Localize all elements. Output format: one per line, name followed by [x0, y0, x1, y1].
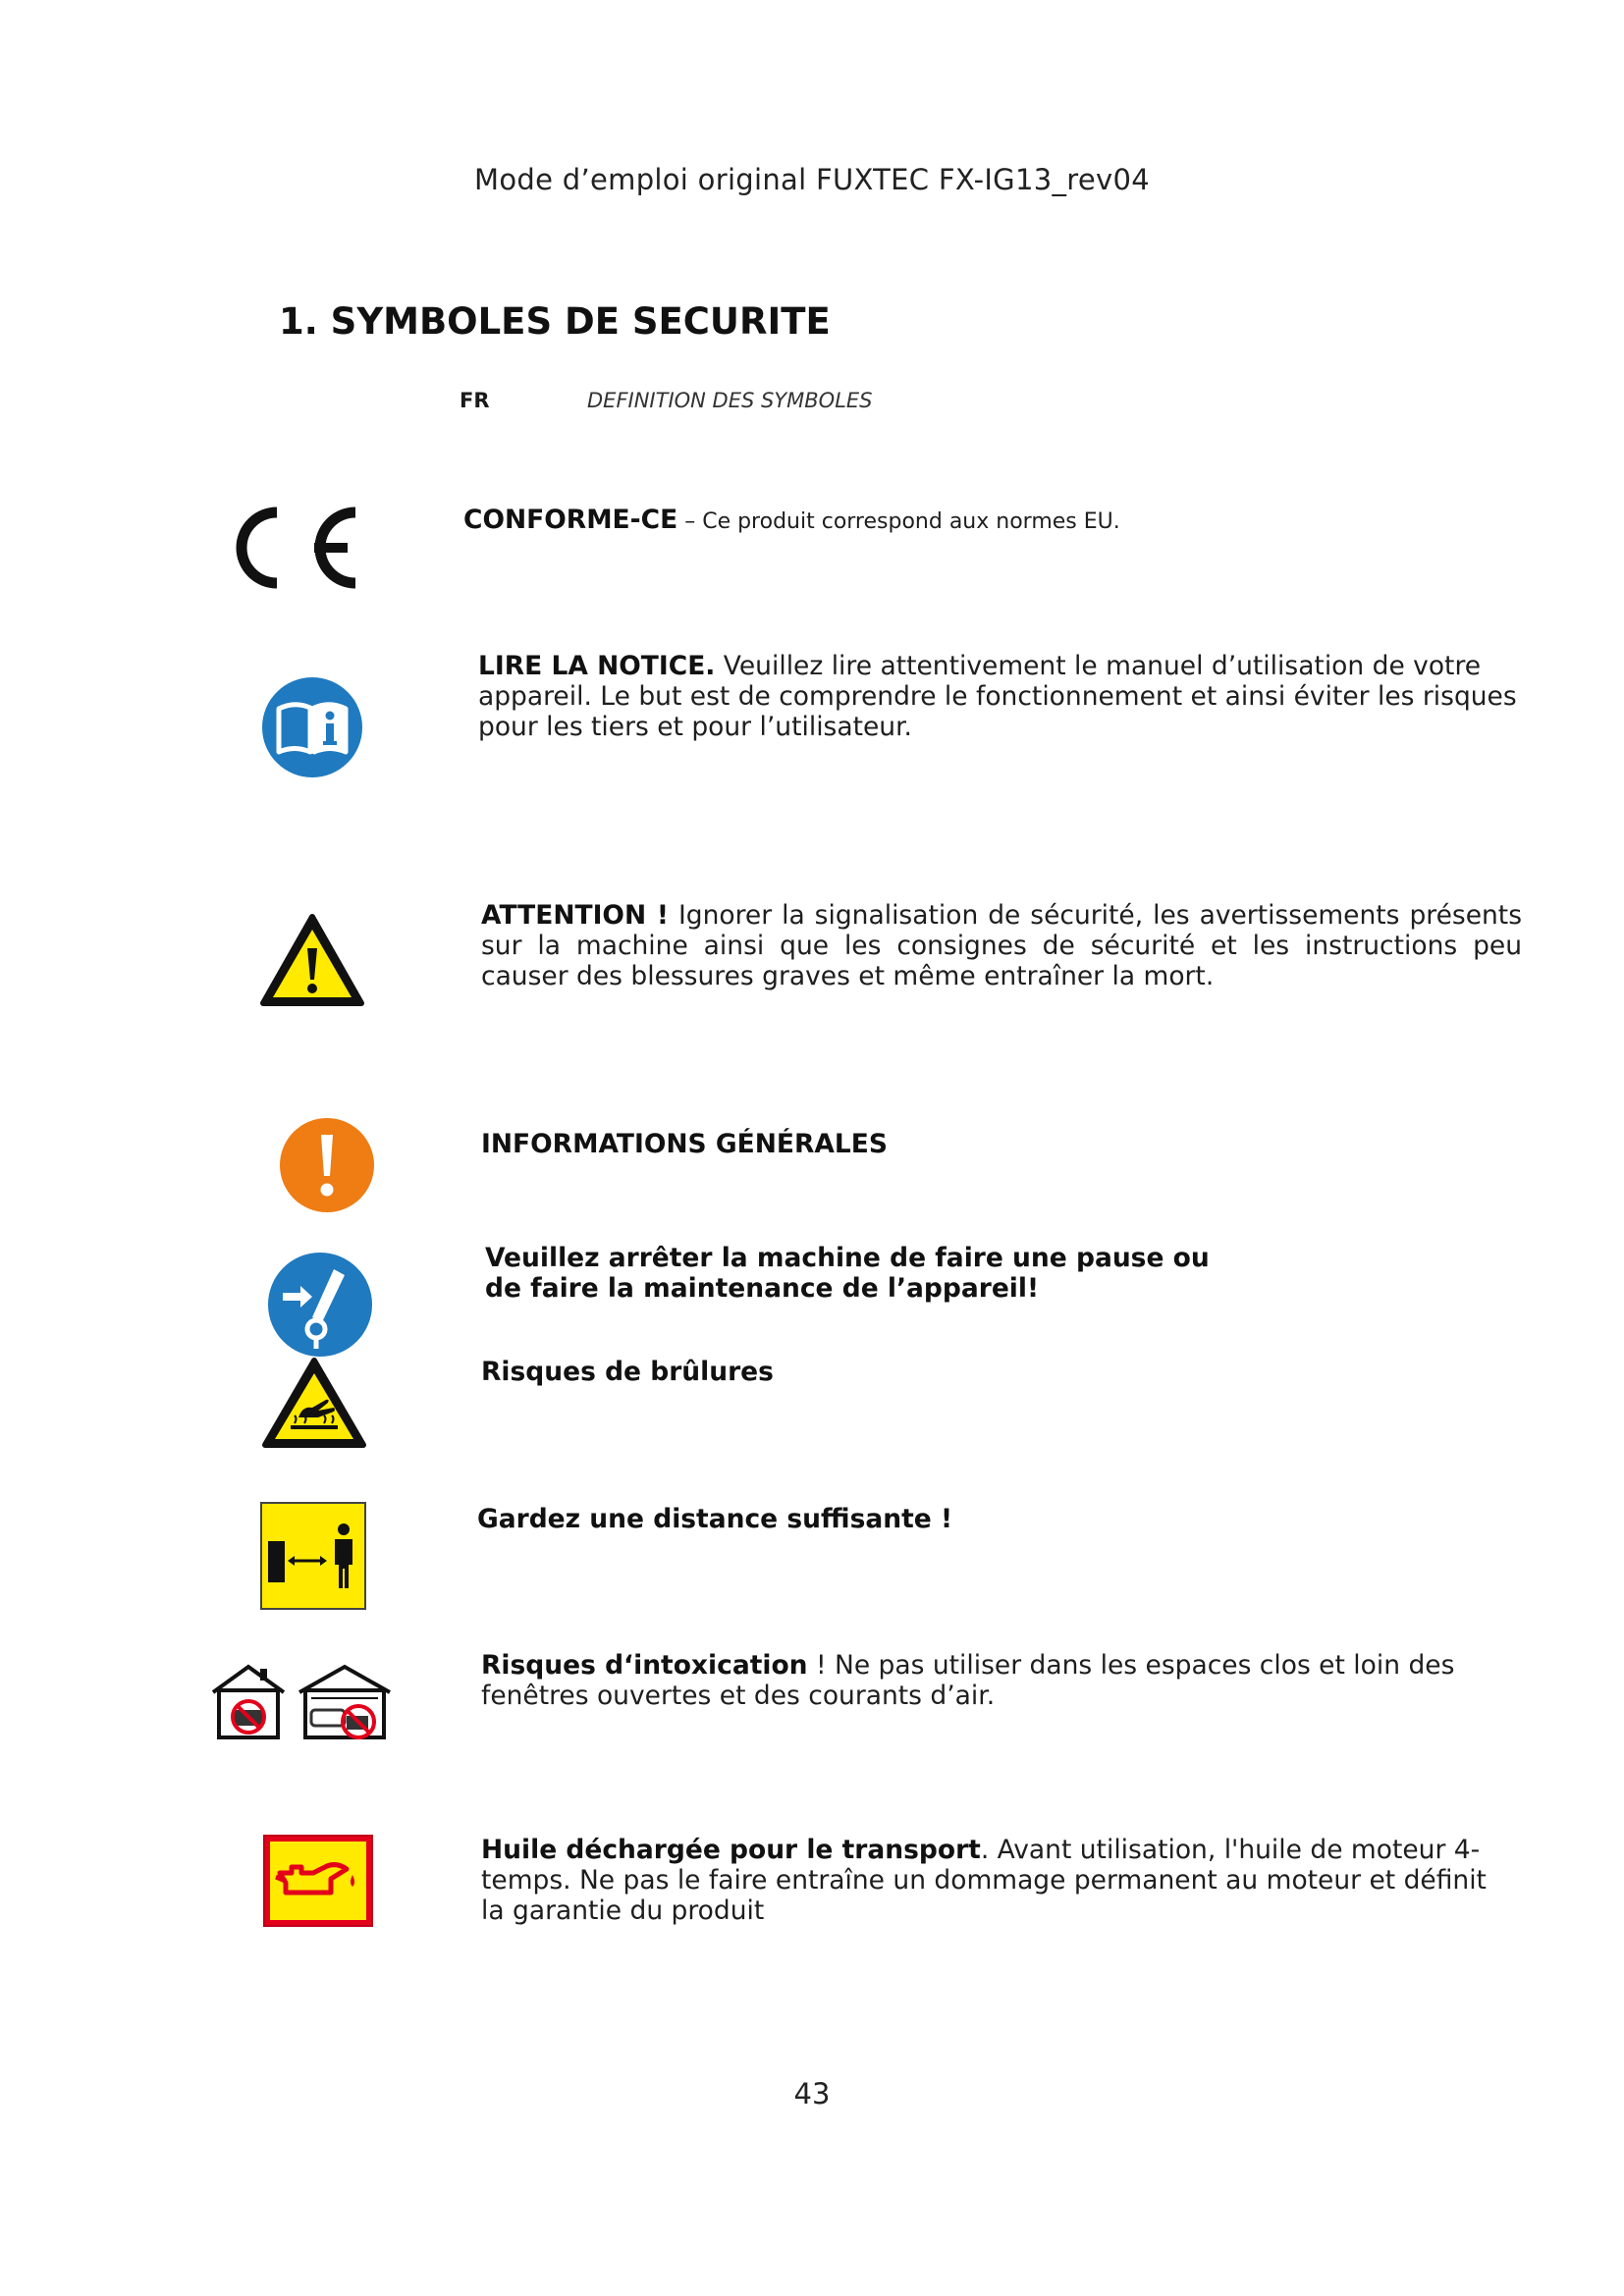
ce-definition — [463, 505, 1229, 537]
warning-triangle-icon — [259, 913, 365, 1007]
ce-mark-icon — [226, 503, 363, 593]
oil-text: . Avant utilisation, l'huile de moteur 4-temps. Ne pas le faire entraîne un dommage permanent au moteur et définit la garantie du produit — [481, 1835, 1487, 1926]
read-manual-icon — [260, 675, 364, 779]
general-info-definition — [481, 1129, 1365, 1159]
stop-machine-label: Veuillez arrêter la machine de faire une pause ou de faire la maintenance de l’appareil! — [485, 1243, 1210, 1304]
document-header: Mode d’emploi original FUXTEC FX-IG13_rev04 — [474, 163, 1150, 196]
burns-definition — [481, 1357, 1168, 1387]
oil-can-icon — [262, 1834, 374, 1928]
stop-machine-icon — [267, 1252, 373, 1358]
general-info-label: INFORMATIONS GÉNÉRALES — [481, 1129, 888, 1159]
ce-label: CONFORME-CE — [463, 505, 678, 535]
distance-label: Gardez une distance suffisante ! — [477, 1504, 953, 1534]
intoxication-definition — [481, 1650, 1483, 1711]
distance-definition — [477, 1504, 1263, 1534]
section-title: 1. SYMBOLES DE SECURITE — [279, 300, 831, 343]
attention-text: Ignorer la signalisation de sécurité, les avertissements présents sur la machine ainsi que les consignes de sécurité et les instructions peu causer des blessures graves et même entraîner la mort. — [481, 900, 1522, 991]
stop-machine-definition — [485, 1243, 1251, 1304]
general-info-icon — [279, 1117, 375, 1213]
hot-surface-icon — [261, 1357, 367, 1449]
attention-label: ATTENTION ! — [481, 900, 669, 931]
read-manual-definition — [478, 651, 1519, 742]
read-manual-text: Veuillez lire attentivement le manuel d’utilisation de votre appareil. Le but est de comprendre le fonctionnement et ainsi éviter les risques pour les tiers et pour l’utilisateur. — [478, 651, 1517, 742]
language-code: FR — [460, 389, 490, 412]
attention-definition — [481, 900, 1522, 991]
oil-definition — [481, 1835, 1502, 1926]
ce-text: – Ce produit correspond aux normes EU. — [677, 509, 1120, 534]
page-number: 43 — [793, 2077, 831, 2110]
burns-label: Risques de brûlures — [481, 1357, 774, 1387]
oil-label: Huile déchargée pour le transport — [481, 1835, 981, 1865]
keep-distance-icon — [260, 1502, 366, 1610]
intoxication-text: ! Ne pas utiliser dans les espaces clos et loin des fenêtres ouvertes et des courants d’air. — [481, 1650, 1455, 1711]
definitions-title: DEFINITION DES SYMBOLES — [587, 389, 873, 412]
read-manual-label: LIRE LA NOTICE. — [478, 651, 716, 681]
no-indoor-use-icon — [209, 1661, 394, 1747]
intoxication-label: Risques d‘intoxication — [481, 1650, 808, 1681]
